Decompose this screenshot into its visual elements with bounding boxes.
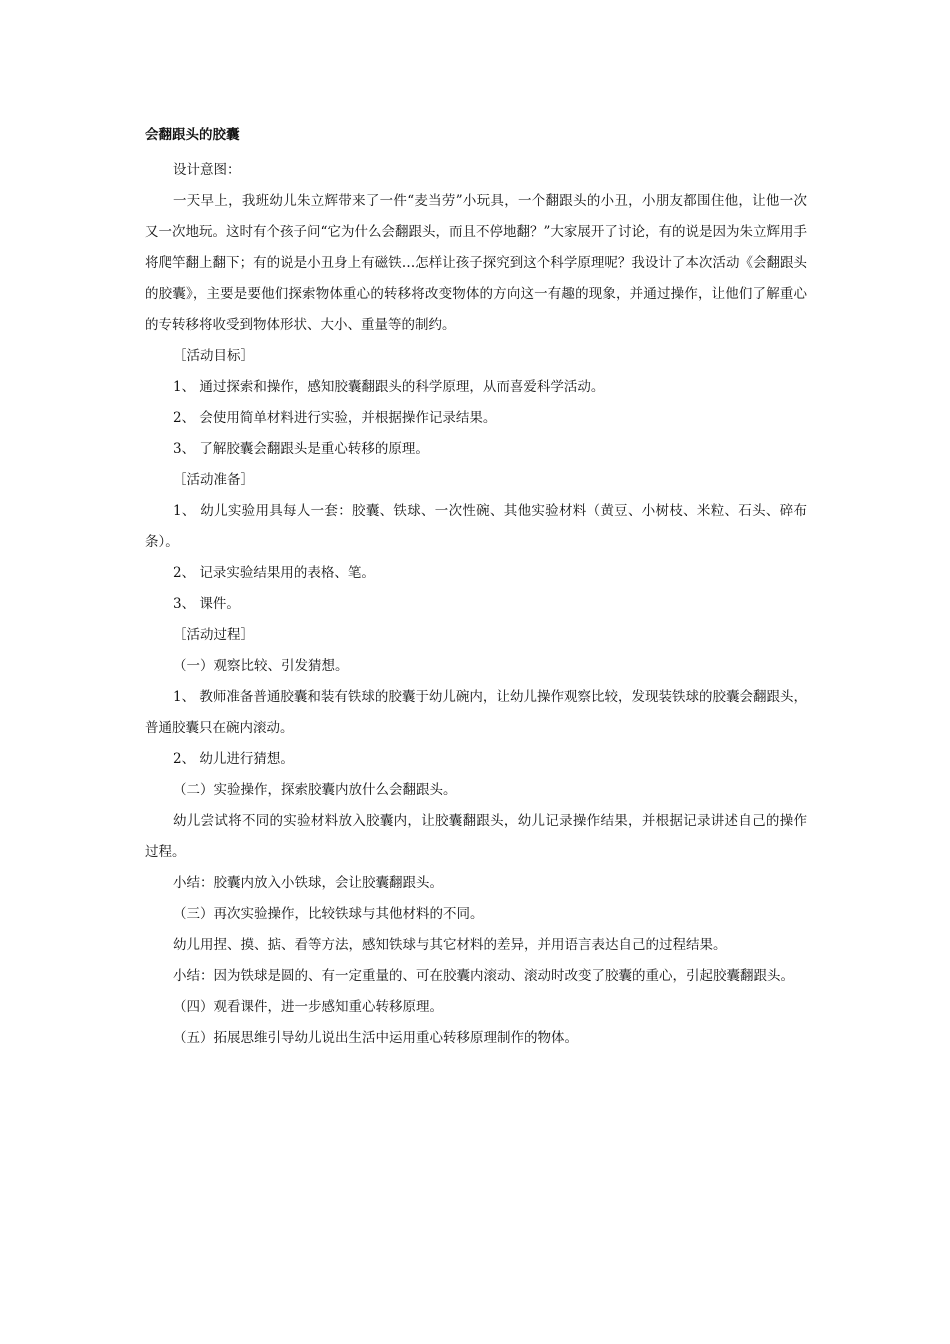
step-heading: （一）观察比较、引发猜想。 bbox=[173, 658, 349, 674]
section-heading-goals: ［活动目标］ bbox=[173, 348, 254, 364]
list-item: 1、 教师准备普通胶囊和装有铁球的胶囊于幼儿碗内，让幼儿操作观察比较，发现装铁球的胶囊会翻跟头，普通胶囊只在碗内滚动。 bbox=[145, 689, 807, 736]
list-item: 2、 会使用简单材料进行实验，并根据操作记录结果。 bbox=[173, 410, 497, 426]
step-heading: （四）观看课件，进一步感知重心转移原理。 bbox=[173, 999, 443, 1015]
list-item: 1、 通过探索和操作，感知胶囊翻跟头的科学原理，从而喜爱科学活动。 bbox=[173, 379, 605, 395]
list-item: 3、 课件。 bbox=[173, 596, 240, 612]
paragraph-design-intent-heading: 设计意图： bbox=[173, 162, 241, 178]
list-item: 1、 幼儿实验用具每人一套：胶囊、铁球、一次性碗、其他实验材料（黄豆、小树枝、米粒、石头、碎布条）。 bbox=[145, 503, 807, 550]
paragraph: 幼儿尝试将不同的实验材料放入胶囊内，让胶囊翻跟头，幼儿记录操作结果，并根据记录讲述自己的操作过程。 bbox=[145, 813, 807, 860]
paragraph: 幼儿用捏、摸、掂、看等方法，感知铁球与其它材料的差异，并用语言表达自己的过程结果。 bbox=[173, 937, 727, 953]
document-title: 会翻跟头的胶囊 bbox=[145, 127, 240, 143]
list-item: 2、 记录实验结果用的表格、笔。 bbox=[173, 565, 375, 581]
section-heading-preparation: ［活动准备］ bbox=[173, 472, 254, 488]
list-item: 2、 幼儿进行猜想。 bbox=[173, 751, 294, 767]
summary-paragraph: 小结：胶囊内放入小铁球，会让胶囊翻跟头。 bbox=[173, 875, 443, 891]
step-heading: （三）再次实验操作，比较铁球与其他材料的不同。 bbox=[173, 906, 484, 922]
paragraph-design-intent: 一天早上，我班幼儿朱立辉带来了一件“麦当劳”小玩具，一个翻跟头的小丑，小朋友都围住他，让他一次又一次地玩。这时有个孩子问“它为什么会翻跟头，而且不停地翻？”大家展开了讨论，有的说是因为朱立辉用手将爬竿翻上翻下；有的说是小丑身上有磁铁…怎样让孩子探究到这个科学原理呢？我设计了本次活动《会翻跟头的胶囊》，主要是要他们探索物体重心的转移将改变物体的方向这一有趣的现象，并通过操作，让他们了解重心的专转移将收受到物体形状、大小、重量等的制约。 bbox=[145, 193, 807, 333]
step-heading: （五）拓展思维引导幼儿说出生活中运用重心转移原理制作的物体。 bbox=[173, 1030, 578, 1046]
step-heading: （二）实验操作，探索胶囊内放什么会翻跟头。 bbox=[173, 782, 457, 798]
summary-paragraph: 小结：因为铁球是圆的、有一定重量的、可在胶囊内滚动、滚动时改变了胶囊的重心，引起胶囊翻跟头。 bbox=[173, 968, 794, 984]
document-body bbox=[145, 125, 807, 1054]
list-item: 3、 了解胶囊会翻跟头是重心转移的原理。 bbox=[173, 441, 429, 457]
section-heading-process: ［活动过程］ bbox=[173, 627, 254, 643]
